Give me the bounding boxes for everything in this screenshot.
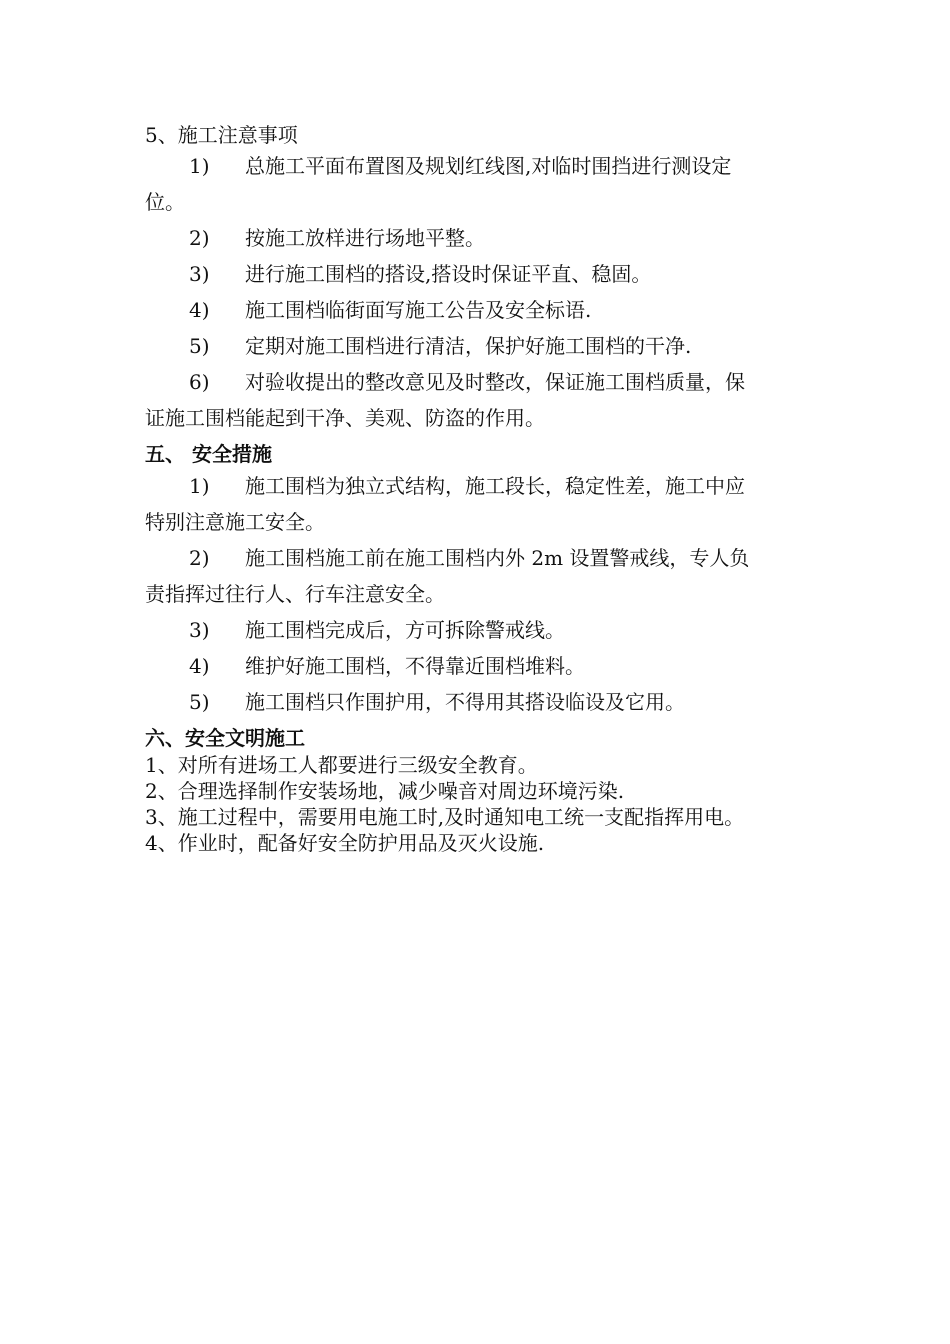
list-item <box>145 148 807 220</box>
item-text-continued: 特别注意施工安全。 <box>145 510 325 534</box>
item-text: 按施工放样进行场地平整。 <box>245 226 485 250</box>
item-text: 施工围档为独立式结构，施工段长，稳定性差，施工中应 <box>245 474 745 498</box>
section-five-title: 五、 安全措施 <box>145 442 272 466</box>
list-item: 4、作业时，配备好安全防护用品及灭火设施. <box>145 831 545 855</box>
list-item <box>145 684 807 720</box>
item-text: 维护好施工围档，不得靠近围档堆料。 <box>245 654 585 678</box>
item-text: 对验收提出的整改意见及时整改，保证施工围档质量，保 <box>245 370 745 394</box>
item-text-continued: 证施工围档能起到干净、美观、防盗的作用。 <box>145 406 545 430</box>
list-item <box>145 256 807 292</box>
item-text: 总施工平面布置图及规划红线图,对临时围挡进行测设定 <box>245 154 732 178</box>
list-item: 1、对所有进场工人都要进行三级安全教育。 <box>145 753 538 777</box>
item-text: 施工围档只作围护用，不得用其搭设临设及它用。 <box>245 690 685 714</box>
document-body <box>145 122 807 856</box>
item-number: 3) <box>189 262 210 286</box>
list-item: 2、合理选择制作安装场地，减少噪音对周边环境污染. <box>145 779 625 803</box>
list-item <box>145 612 807 648</box>
list-item <box>145 468 807 540</box>
item-number: 1) <box>189 154 210 178</box>
section-six-title: 六、安全文明施工 <box>145 726 305 750</box>
item-number: 3) <box>189 618 210 642</box>
list-item <box>145 648 807 684</box>
list-item <box>145 540 807 612</box>
item-number: 4) <box>189 654 210 678</box>
list-item <box>145 328 807 364</box>
item-number: 2) <box>189 546 210 570</box>
item-number: 5) <box>189 334 210 358</box>
item-number: 4) <box>189 298 210 322</box>
item-number: 6) <box>189 370 210 394</box>
item-text-continued: 责指挥过往行人、行车注意安全。 <box>145 582 445 606</box>
item-text: 施工围档完成后，方可拆除警戒线。 <box>245 618 565 642</box>
list-item <box>145 292 807 328</box>
section-5-title: 5、施工注意事项 <box>145 123 298 147</box>
item-number: 1) <box>189 474 210 498</box>
item-text: 进行施工围档的搭设,搭设时保证平直、稳固。 <box>245 262 652 286</box>
item-text: 定期对施工围档进行清洁，保护好施工围档的干净. <box>245 334 692 358</box>
item-number: 5) <box>189 690 210 714</box>
item-text: 施工围档临街面写施工公告及安全标语. <box>245 298 592 322</box>
item-number: 2) <box>189 226 210 250</box>
item-text-continued: 位。 <box>145 190 185 214</box>
list-item <box>145 220 807 256</box>
list-item <box>145 364 807 436</box>
list-item: 3、施工过程中，需要用电施工时,及时通知电工统一支配指挥用电。 <box>145 805 745 829</box>
item-text: 施工围档施工前在施工围档内外 2m 设置警戒线，专人负 <box>245 546 750 570</box>
